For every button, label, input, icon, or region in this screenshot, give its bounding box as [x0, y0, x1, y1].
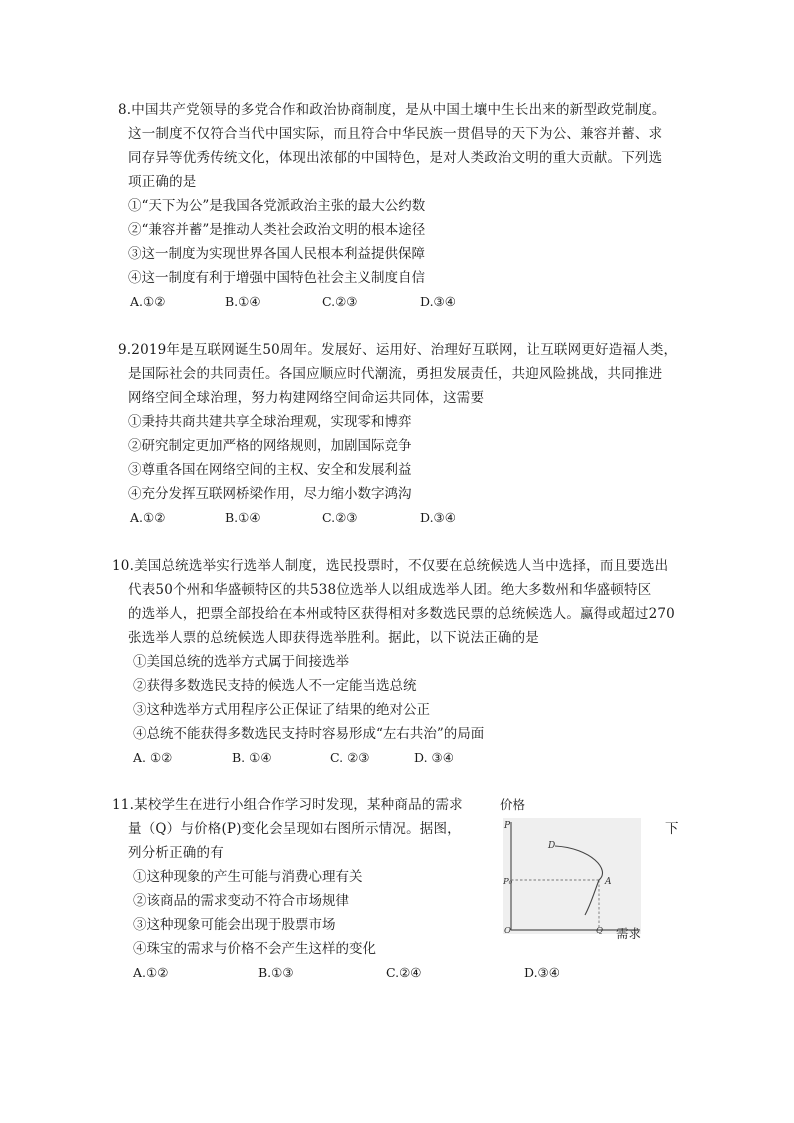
demand-curve	[555, 846, 602, 915]
q9-item-3: ③尊重各国在网络空间的主权、安全和发展利益	[128, 462, 412, 478]
q10-stem-line-3: 的选举人，把票全部投给在本州或特区获得相对多数选民票的总统候选人。赢得或超过270	[128, 606, 675, 622]
q8-item-4: ④这一制度有利于增强中国特色社会主义制度自信	[128, 270, 425, 286]
q10-option-d[interactable]: D. ③④	[414, 750, 454, 765]
q9-option-c[interactable]: C.②③	[322, 510, 358, 525]
graph-y-axis-title: 价格	[500, 797, 526, 812]
graph-svg	[503, 818, 641, 934]
q11-option-b[interactable]: B.①③	[258, 965, 294, 980]
q10-stem-line-4: 张选举人票的总统候选人即获得选举胜利。据此，以下说法正确的是	[128, 630, 539, 646]
label-a: A	[605, 877, 612, 887]
q11-item-1: ①这种现象的产生可能与消费心理有关	[133, 869, 363, 885]
q11-item-2: ②该商品的需求变动不符合市场规律	[133, 893, 349, 909]
q11-stem-tail: 下	[665, 821, 679, 837]
q8-item-3: ③这一制度为实现世界各国人民根本利益提供保障	[128, 246, 425, 262]
q8-item-1: ①“天下为公”是我国各党派政治主张的最大公约数	[128, 198, 426, 214]
q8-stem-line-2: 这一制度不仅符合当代中国实际，而且符合中华民族一贯倡导的天下为公、兼容并蓄、求	[128, 126, 663, 142]
q10-item-4: ④总统不能获得多数选民支持时容易形成“左右共治”的局面	[133, 726, 485, 742]
q9-stem-line-2: 是国际社会的共同责任。各国应顺应时代潮流，勇担发展责任，共迎风险挑战，共同推进	[128, 366, 663, 382]
q11-stem-line-3: 列分析正确的有	[128, 845, 224, 861]
q10-item-2: ②获得多数选民支持的候选人不一定能当选总统	[133, 678, 417, 694]
q8-item-2: ②“兼容并蓄”是推动人类社会政治文明的根本途径	[128, 222, 426, 238]
q11-option-c[interactable]: C.②④	[386, 965, 422, 980]
q8-stem-line-1: 8.中国共产党领导的多党合作和政治协商制度，是从中国土壤中生长出来的新型政党制度。	[118, 102, 666, 118]
q10-option-a[interactable]: A. ①②	[133, 750, 173, 765]
q9-option-d[interactable]: D.③④	[420, 510, 456, 525]
label-q: Q	[596, 926, 603, 934]
q10-item-3: ③这种选举方式用程序公正保证了结果的绝对公正	[133, 702, 430, 718]
q8-stem-line-4: 项正确的是	[128, 174, 197, 190]
q8-option-c[interactable]: C.②③	[322, 294, 358, 309]
label-p: P	[504, 821, 511, 831]
q11-item-3: ③这种现象可能会出现于股票市场	[133, 917, 336, 933]
q10-stem-line-2: 代表50个州和华盛顿特区的共538位选举人以组成选举人团。绝大多数州和华盛顿特区	[128, 582, 652, 598]
q8-option-d[interactable]: D.③④	[420, 294, 456, 309]
q10-stem-line-1: 10.美国总统选举实行选举人制度，选民投票时，不仅要在总统候选人当中选择，而且要选出	[112, 558, 669, 574]
q9-option-a[interactable]: A.①②	[130, 510, 166, 525]
q8-option-a[interactable]: A.①②	[130, 294, 166, 309]
q11-option-d[interactable]: D.③④	[524, 965, 560, 980]
label-d: D	[548, 841, 556, 851]
q11-stem-line-2: 量（Q）与价格(P)变化会呈现如右图所示情况。据图，	[128, 821, 461, 837]
q9-stem-line-3: 网络空间全球治理，努力构建网络空间命运共同体，这需要	[128, 390, 485, 406]
q9-option-b[interactable]: B.①④	[225, 510, 261, 525]
q9-item-4: ④充分发挥互联网桥梁作用，尽力缩小数字鸿沟	[128, 486, 412, 502]
q10-option-b[interactable]: B. ①④	[232, 750, 272, 765]
price-demand-graph	[503, 818, 641, 934]
graph-x-axis-title: 需求	[616, 926, 642, 941]
q11-option-a[interactable]: A.①②	[133, 965, 169, 980]
q8-stem-line-3: 同存异等优秀传统文化，体现出浓郁的中国特色，是对人类政治文明的重大贡献。下列选	[128, 150, 663, 166]
q11-stem-line-1: 11.某校学生在进行小组合作学习时发现，某种商品的需求	[112, 797, 463, 813]
q11-item-4: ④珠宝的需求与价格不会产生这样的变化	[133, 941, 376, 957]
label-o: O	[504, 926, 511, 934]
label-p0: P₀	[503, 877, 513, 887]
q8-option-b[interactable]: B.①④	[225, 294, 261, 309]
q10-option-c[interactable]: C. ②③	[330, 750, 370, 765]
q9-item-1: ①秉持共商共建共享全球治理观，实现零和博弈	[128, 414, 412, 430]
q9-stem-line-1: 9.2019年是互联网诞生50周年。发展好、运用好、治理好互联网，让互联网更好造福人类，	[118, 342, 678, 358]
q10-item-1: ①美国总统的选举方式属于间接选举	[133, 654, 349, 670]
q9-item-2: ②研究制定更加严格的网络规则，加剧国际竞争	[128, 438, 412, 454]
